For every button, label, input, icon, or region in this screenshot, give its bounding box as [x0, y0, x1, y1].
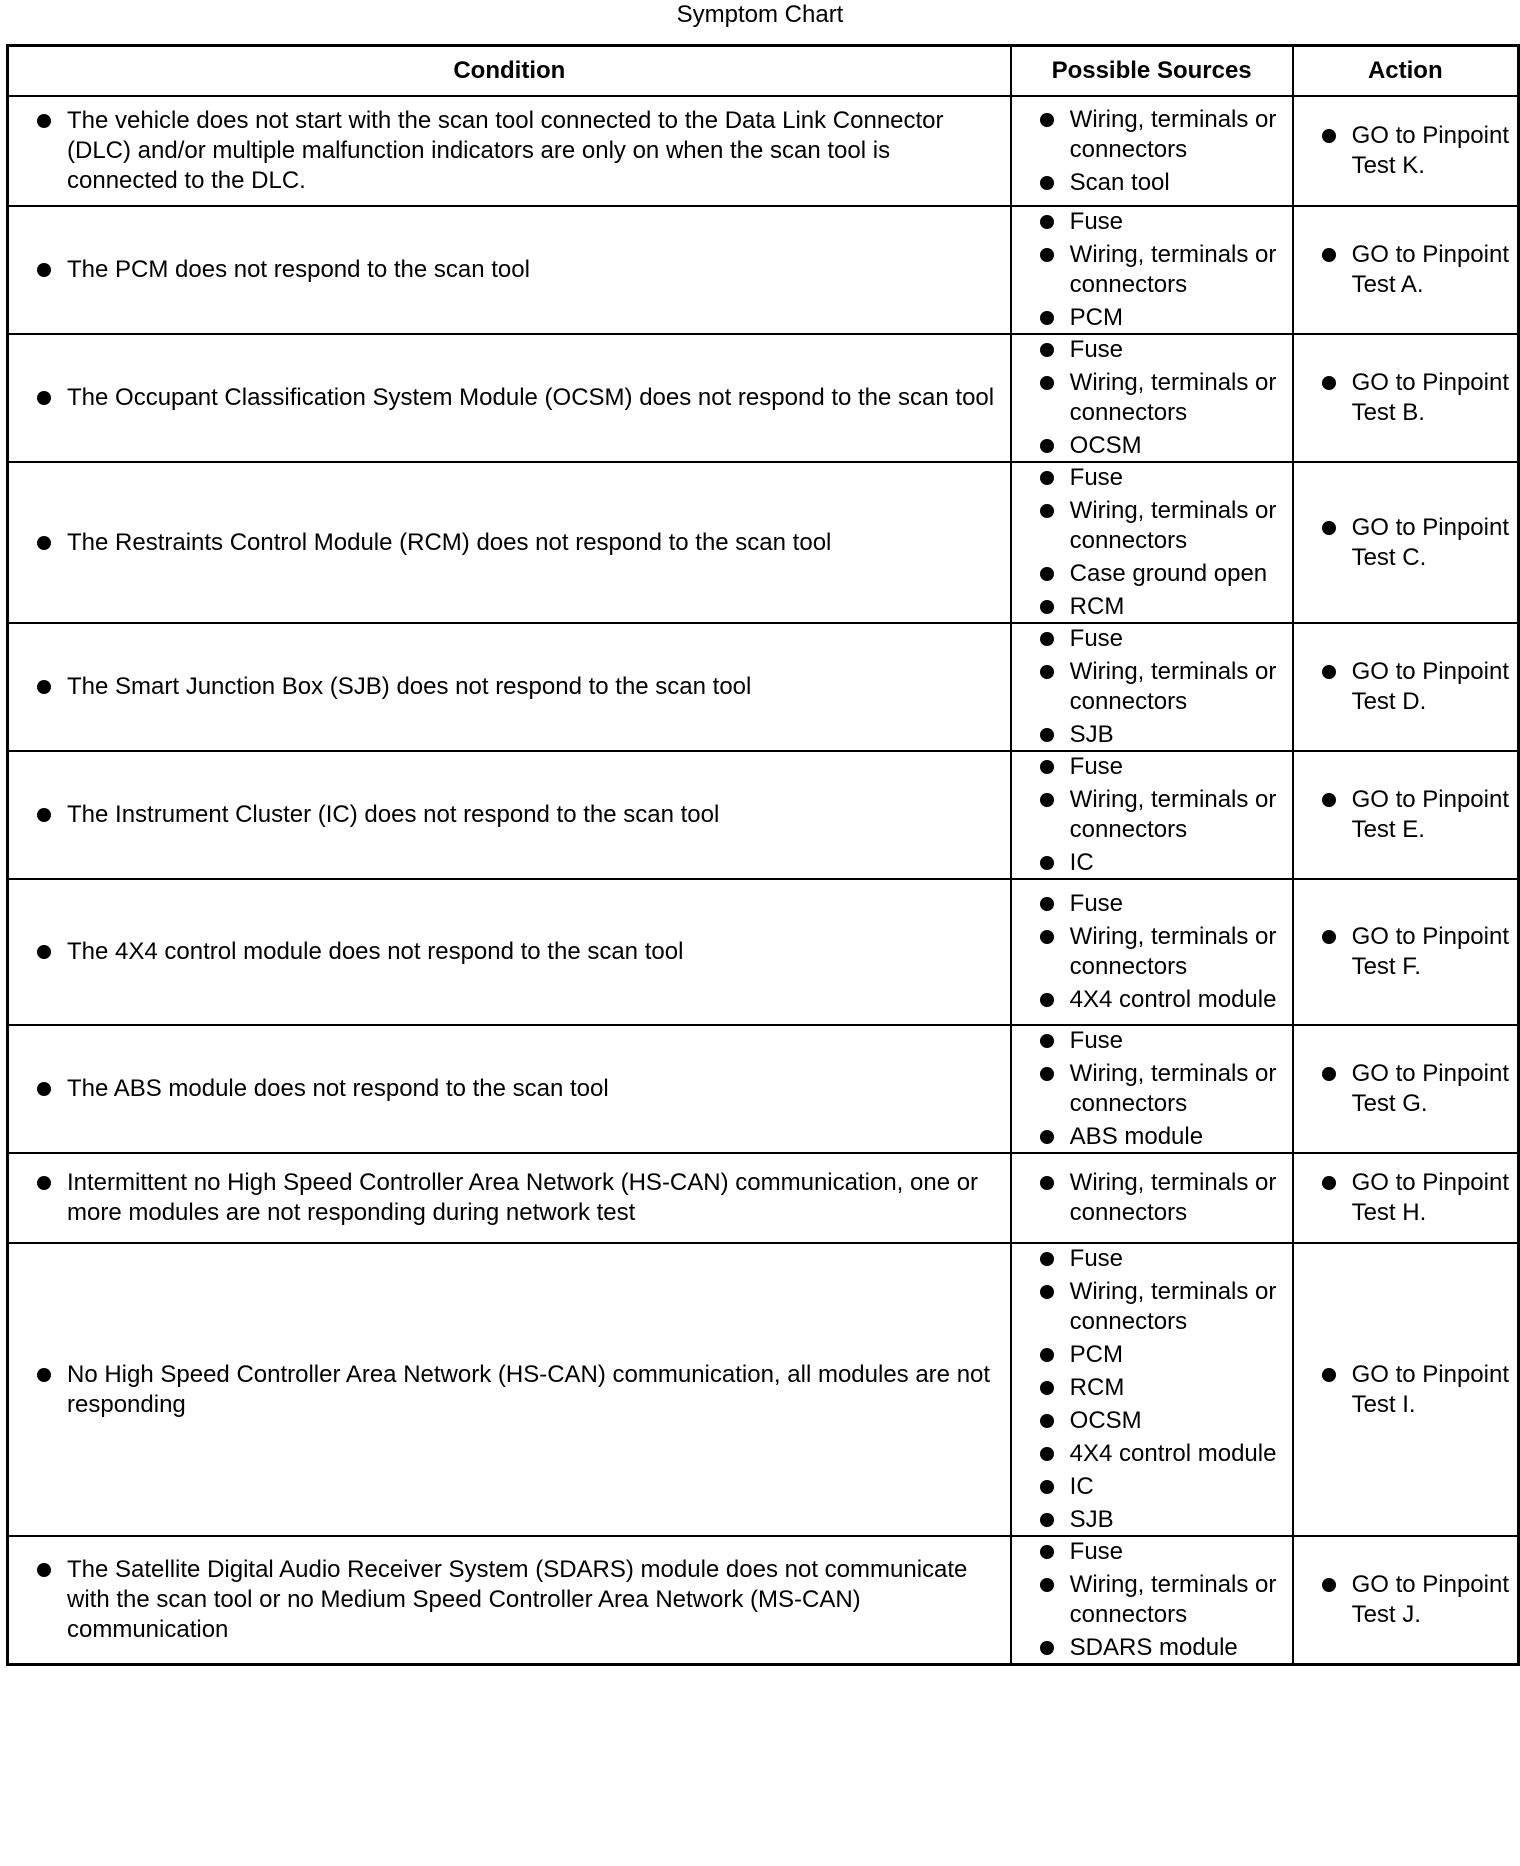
condition-text: The ABS module does not respond to the scan tool: [67, 1074, 998, 1104]
source-item: Fuse: [1070, 889, 1286, 919]
possible-sources-cell: [1011, 879, 1293, 1025]
condition-cell: [8, 334, 1011, 462]
action-text: GO to Pinpoint Test A.: [1352, 240, 1511, 300]
condition-text: The Instrument Cluster (IC) does not respond to the scan tool: [67, 800, 998, 830]
action-text: GO to Pinpoint Test D.: [1352, 657, 1511, 717]
condition-text: No High Speed Controller Area Network (HS-CAN) communication, all modules are not responding: [67, 1360, 998, 1420]
source-item: RCM: [1070, 1373, 1286, 1403]
action-cell: [1293, 623, 1519, 751]
table-row: [8, 206, 1519, 334]
action-text: GO to Pinpoint Test C.: [1352, 513, 1511, 573]
source-item: Fuse: [1070, 1026, 1286, 1056]
source-item: PCM: [1070, 303, 1286, 333]
source-item: Scan tool: [1070, 168, 1286, 198]
condition-text: Intermittent no High Speed Controller Area Network (HS-CAN) communication, one or more modules are not responding during network test: [67, 1168, 998, 1228]
source-item: Wiring, terminals or connectors: [1070, 785, 1286, 845]
source-item: Fuse: [1070, 752, 1286, 782]
table-row: [8, 879, 1519, 1025]
action-text: GO to Pinpoint Test E.: [1352, 785, 1511, 845]
condition-cell: [8, 462, 1011, 623]
action-text: GO to Pinpoint Test I.: [1352, 1360, 1511, 1420]
source-item: Wiring, terminals or connectors: [1070, 1570, 1286, 1630]
table-row: [8, 1153, 1519, 1243]
header-row: [8, 46, 1519, 97]
source-item: ABS module: [1070, 1122, 1286, 1152]
condition-cell: [8, 96, 1011, 206]
possible-sources-cell: [1011, 1153, 1293, 1243]
action-header: Action: [1293, 46, 1519, 97]
source-item: Fuse: [1070, 624, 1286, 654]
table-row: [8, 462, 1519, 623]
source-item: SJB: [1070, 1505, 1286, 1535]
source-item: Wiring, terminals or connectors: [1070, 657, 1286, 717]
source-item: Wiring, terminals or connectors: [1070, 1059, 1286, 1119]
source-item: Fuse: [1070, 1244, 1286, 1274]
condition-text: The PCM does not respond to the scan tool: [67, 255, 998, 285]
source-item: 4X4 control module: [1070, 1439, 1286, 1469]
table-row: [8, 1536, 1519, 1665]
source-item: IC: [1070, 1472, 1286, 1502]
symptom-table: [6, 44, 1520, 1666]
condition-cell: [8, 206, 1011, 334]
action-text: GO to Pinpoint Test B.: [1352, 368, 1511, 428]
action-text: GO to Pinpoint Test K.: [1352, 121, 1511, 181]
action-text: GO to Pinpoint Test J.: [1352, 1570, 1511, 1630]
condition-cell: [8, 1243, 1011, 1536]
action-cell: [1293, 334, 1519, 462]
action-cell: [1293, 1243, 1519, 1536]
source-item: Wiring, terminals or connectors: [1070, 1277, 1286, 1337]
table-row: [8, 1025, 1519, 1153]
source-item: Fuse: [1070, 1537, 1286, 1567]
condition-cell: [8, 1025, 1011, 1153]
source-item: Case ground open: [1070, 559, 1286, 589]
action-cell: [1293, 462, 1519, 623]
possible-sources-header: Possible Sources: [1011, 46, 1293, 97]
table-row: [8, 1243, 1519, 1536]
source-item: Wiring, terminals or connectors: [1070, 922, 1286, 982]
source-item: Wiring, terminals or connectors: [1070, 368, 1286, 428]
source-item: OCSM: [1070, 1406, 1286, 1436]
source-item: OCSM: [1070, 431, 1286, 461]
action-cell: [1293, 206, 1519, 334]
possible-sources-cell: [1011, 1025, 1293, 1153]
possible-sources-cell: [1011, 1243, 1293, 1536]
source-item: RCM: [1070, 592, 1286, 622]
condition-text: The Smart Junction Box (SJB) does not respond to the scan tool: [67, 672, 998, 702]
possible-sources-cell: [1011, 462, 1293, 623]
condition-cell: [8, 1536, 1011, 1665]
source-item: Wiring, terminals or connectors: [1070, 496, 1286, 556]
source-item: PCM: [1070, 1340, 1286, 1370]
possible-sources-cell: [1011, 334, 1293, 462]
action-cell: [1293, 1536, 1519, 1665]
condition-cell: [8, 1153, 1011, 1243]
condition-text: The Restraints Control Module (RCM) does not respond to the scan tool: [67, 528, 998, 558]
chart-title: Symptom Chart: [676, 1, 844, 28]
condition-cell: [8, 879, 1011, 1025]
table-row: [8, 623, 1519, 751]
source-item: Fuse: [1070, 335, 1286, 365]
condition-text: The Satellite Digital Audio Receiver System (SDARS) module does not communicate with the scan tool or no Medium Speed Controller Area Network (MS-CAN) communication: [67, 1555, 998, 1645]
possible-sources-cell: [1011, 623, 1293, 751]
table-row: [8, 96, 1519, 206]
source-item: Wiring, terminals or connectors: [1070, 1168, 1286, 1228]
symptom-chart: [6, 44, 1520, 1666]
action-cell: [1293, 1153, 1519, 1243]
condition-cell: [8, 623, 1011, 751]
source-item: Fuse: [1070, 207, 1286, 237]
source-item: Fuse: [1070, 463, 1286, 493]
source-item: Wiring, terminals or connectors: [1070, 240, 1286, 300]
possible-sources-cell: [1011, 1536, 1293, 1665]
source-item: SJB: [1070, 720, 1286, 750]
possible-sources-cell: [1011, 751, 1293, 879]
condition-cell: [8, 751, 1011, 879]
table-row: [8, 334, 1519, 462]
action-cell: [1293, 751, 1519, 879]
action-cell: [1293, 96, 1519, 206]
condition-text: The Occupant Classification System Module (OCSM) does not respond to the scan tool: [67, 383, 998, 413]
action-text: GO to Pinpoint Test H.: [1352, 1168, 1511, 1228]
possible-sources-cell: [1011, 206, 1293, 334]
condition-header: Condition: [8, 46, 1011, 97]
action-cell: [1293, 1025, 1519, 1153]
source-item: 4X4 control module: [1070, 985, 1286, 1015]
possible-sources-cell: [1011, 96, 1293, 206]
table-row: [8, 751, 1519, 879]
source-item: SDARS module: [1070, 1633, 1286, 1663]
source-item: Wiring, terminals or connectors: [1070, 105, 1286, 165]
condition-text: The 4X4 control module does not respond to the scan tool: [67, 937, 998, 967]
action-text: GO to Pinpoint Test G.: [1352, 1059, 1511, 1119]
condition-text: The vehicle does not start with the scan tool connected to the Data Link Connector (DLC) and/or multiple malfunction indicators are only on when the scan tool is connected to the DLC.: [67, 106, 998, 196]
action-text: GO to Pinpoint Test F.: [1352, 922, 1511, 982]
action-cell: [1293, 879, 1519, 1025]
source-item: IC: [1070, 848, 1286, 878]
